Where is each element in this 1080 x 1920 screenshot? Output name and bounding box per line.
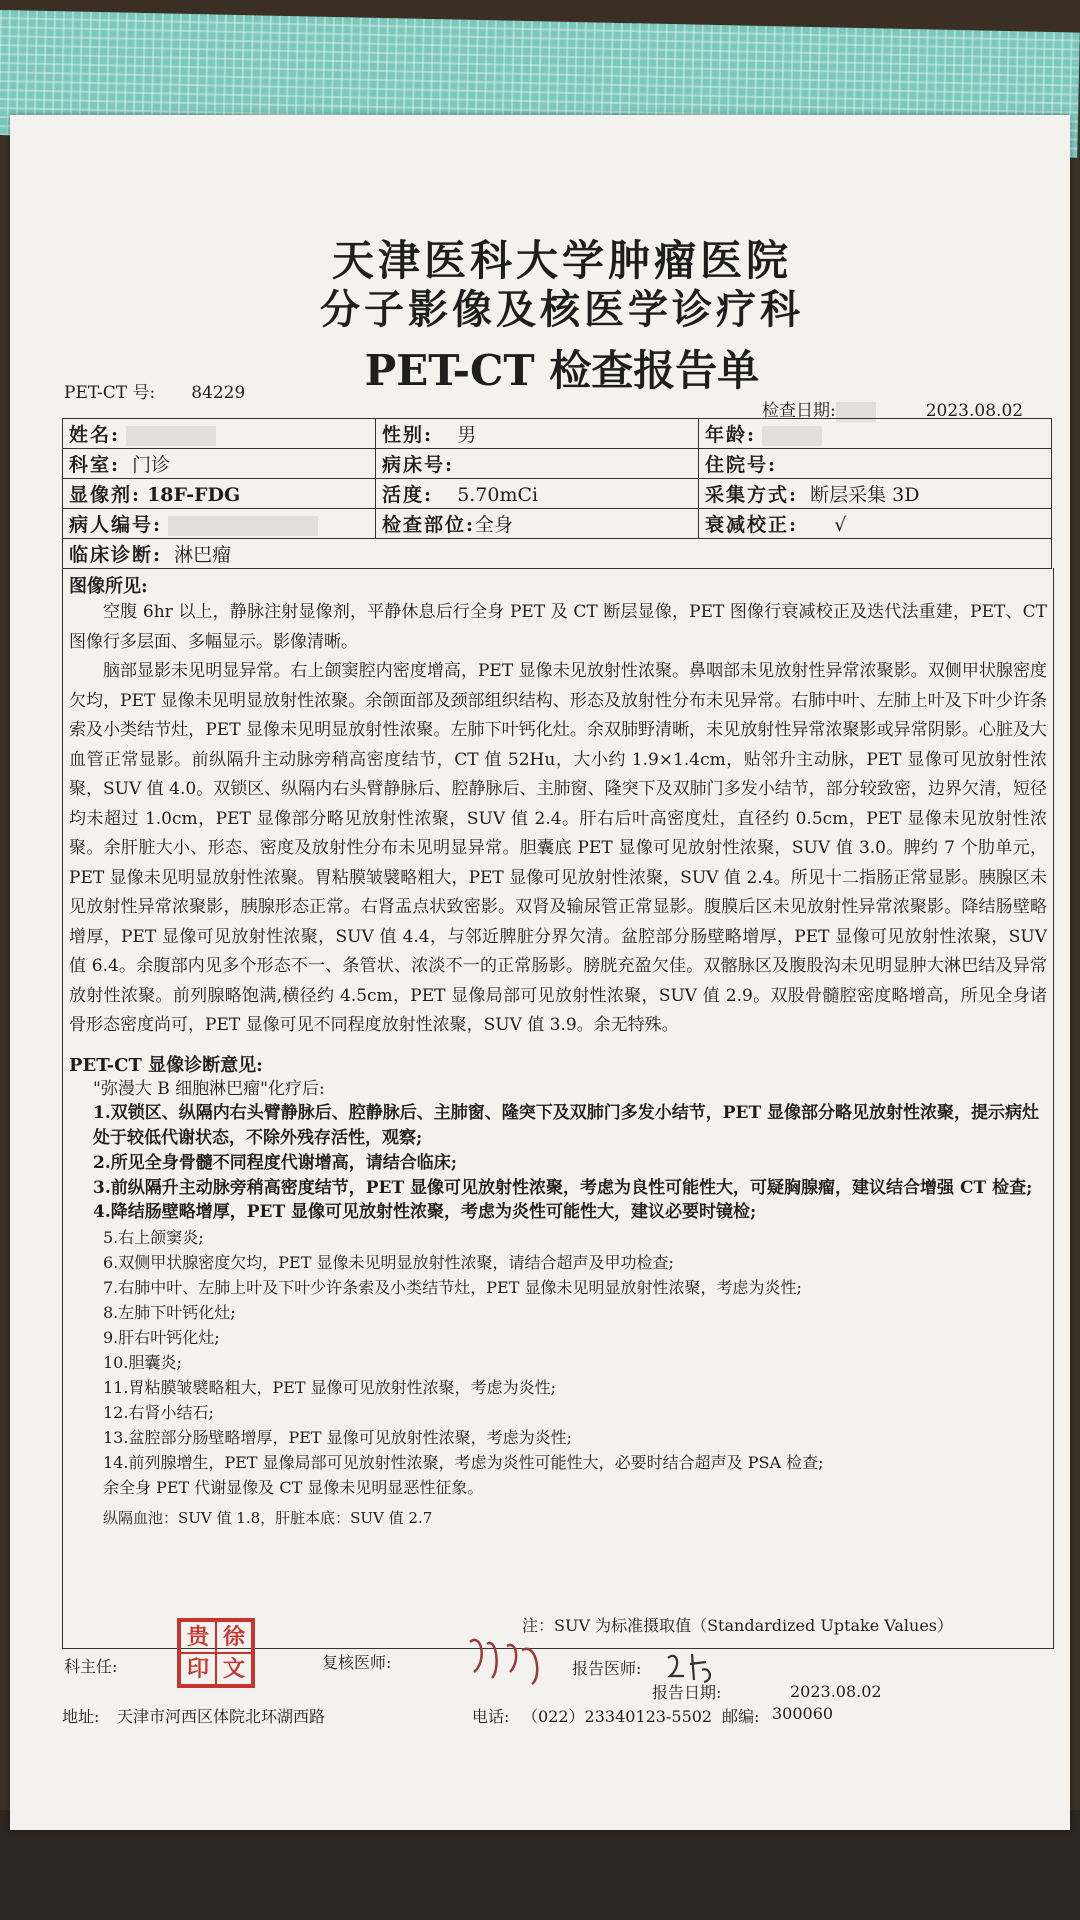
report-date-label: 报告日期:: [652, 1683, 722, 1702]
suv-reference: 纵隔血池：SUV 值 1.8，肝脏本底：SUV 值 2.7: [103, 1509, 433, 1528]
diagnosis-cell: [63, 539, 1052, 569]
exam-date-label: 检查日期:: [762, 401, 836, 421]
impression-item: 3.前纵隔升主动脉旁稍高密度结节，PET 显像可见放射性浓聚，考虑为良性可能性大，可疑胸腺瘤，建议结合增强 CT 检查;: [93, 1177, 1033, 1198]
table-row: [63, 419, 1052, 449]
report-title: PET-CT 检查报告单: [364, 346, 760, 395]
department-name: 分子影像及核医学诊疗科: [320, 286, 804, 333]
exam-site-cell: [376, 509, 699, 539]
impression-item: 14.前列腺增生，PET 显像局部可见放射性浓聚，考虑为炎性可能性大，必要时结合超声及 PSA 检查;: [103, 1453, 824, 1473]
patient-id-label: 病人编号:: [69, 514, 163, 536]
impression-item: 10.胆囊炎;: [103, 1353, 182, 1373]
gender-cell: [376, 419, 699, 449]
report-date-value: 2023.08.02: [790, 1682, 882, 1701]
reviewer-label: 复核医师:: [322, 1653, 392, 1672]
phone-label: 电话:: [472, 1707, 510, 1726]
gender-value: 男: [457, 424, 477, 446]
stamp-char: 印: [180, 1653, 216, 1685]
address-value: 天津市河西区体院北环湖西路: [117, 1707, 326, 1726]
impression-intro: "弥漫大 B 细胞淋巴瘤"化疗后:: [93, 1078, 325, 1099]
findings-box: [62, 568, 1054, 1649]
attenuation-check: √: [834, 514, 847, 536]
impression-item: 4.降结肠壁略增厚，PET 显像可见放射性浓聚，考虑为炎性可能性大，建议必要时镜检;: [93, 1202, 757, 1223]
findings-paragraph-1: 空腹 6hr 以上，静脉注射显像剂，平静休息后行全身 PET 及 CT 断层显像，PET 图像行衰减校正及迭代法重建，PET、CT 图像行多层面、多幅显示。影像清晰。: [69, 602, 1047, 652]
table-row: [63, 479, 1052, 509]
impression-item: 1.双锁区、纵隔内右头臂静脉后、腔静脉后、主肺窗、隆突下及双肺门多发小结节，PET 显像部分略见放射性浓聚，提示病灶处于较低代谢状态，不除外残存活性，观察;: [93, 1103, 1040, 1149]
hospital-name: 天津医科大学肿瘤医院: [331, 236, 792, 285]
dept-label: 科室:: [69, 454, 121, 476]
acq-label: 采集方式:: [705, 484, 799, 506]
zip-label: 邮编:: [722, 1707, 760, 1726]
patient-info-table: [62, 418, 1052, 569]
name-cell: [63, 419, 376, 449]
dept-value: 门诊: [132, 454, 171, 476]
gender-label: 性别:: [382, 424, 434, 446]
name-label: 姓名:: [69, 424, 121, 446]
stamp-char: 文: [216, 1653, 252, 1685]
bed-label: 病床号:: [382, 454, 455, 476]
impression-item: 6.双侧甲状腺密度欠均，PET 显像未见明显放射性浓聚，请结合超声及甲功检查;: [103, 1253, 674, 1273]
redaction-mask: [762, 426, 822, 446]
impression-title: PET-CT 显像诊断意见:: [69, 1054, 263, 1076]
impression-item: 余全身 PET 代谢显像及 CT 显像未见明显恶性征象。: [103, 1478, 484, 1498]
reviewer-signature: [462, 1632, 552, 1688]
impression-item: 7.右肺中叶、左肺上叶及下叶少许条索及小类结节灶，PET 显像未见明显放射性浓聚，考虑为炎性;: [103, 1278, 802, 1298]
activity-label: 活度:: [382, 484, 434, 506]
attenuation-cell: [699, 509, 1052, 539]
acq-cell: [699, 479, 1052, 509]
exam-site-value: 全身: [475, 514, 514, 536]
pet-ct-number-value: 84229: [191, 383, 246, 403]
tracer-label: 显像剂:: [69, 484, 142, 506]
tracer-cell: [63, 479, 376, 509]
doctor-seal-stamp: [177, 1618, 255, 1688]
suv-footnote: 注：SUV 为标准摄取值（Standardized Uptake Values）: [522, 1616, 954, 1635]
table-row: [63, 449, 1052, 479]
activity-value: 5.70mCi: [457, 484, 539, 506]
dept-cell: [63, 449, 376, 479]
zip-value: 300060: [772, 1704, 834, 1723]
reporter-label: 报告医师:: [572, 1659, 642, 1678]
impression-item: 11.胃粘膜皱襞略粗大，PET 显像可见放射性浓聚，考虑为炎性;: [103, 1378, 557, 1398]
pet-ct-number: [64, 378, 245, 403]
diagnosis-value: 淋巴瘤: [174, 544, 232, 566]
age-cell: [699, 419, 1052, 449]
impression-item: 5.右上颌窦炎;: [103, 1228, 204, 1248]
inpatient-cell: [699, 449, 1052, 479]
redaction-mask: [168, 516, 318, 536]
table-row: [63, 509, 1052, 539]
exam-date-value: 2023.08.02: [925, 401, 1024, 421]
address-label: 地址:: [62, 1707, 100, 1726]
activity-cell: [376, 479, 699, 509]
findings-title: 图像所见:: [69, 576, 148, 597]
pet-ct-number-label: PET-CT 号:: [64, 383, 156, 403]
stamp-char: 贵: [180, 1621, 216, 1653]
stamp-char: 徐: [216, 1621, 252, 1653]
phone-value: （022）23340123-5502: [522, 1707, 713, 1726]
redaction-mask: [126, 426, 216, 446]
tracer-value: 18F-FDG: [147, 484, 241, 506]
inpatient-label: 住院号:: [705, 454, 778, 476]
impression-item: 9.肝右叶钙化灶;: [103, 1328, 220, 1348]
director-label: 科主任:: [64, 1657, 118, 1676]
impression-item: 13.盆腔部分肠壁略增厚，PET 显像可见放射性浓聚，考虑为炎性;: [103, 1428, 573, 1448]
bed-cell: [376, 449, 699, 479]
age-label: 年龄:: [705, 424, 757, 446]
acq-value: 断层采集 3D: [810, 484, 920, 506]
table-row: [63, 539, 1052, 569]
impression-item: 8.左肺下叶钙化灶;: [103, 1303, 236, 1323]
findings-paragraph-2: 脑部显影未见明显异常。右上颌窦腔内密度增高，PET 显像未见放射性浓聚。鼻咽部未见放射性异常浓聚影。双侧甲状腺密度欠均，PET 显像未见明显放射性浓聚。余颌面部及颈部组织结构、形态及放射性分布未见异常。右肺中叶、左肺上叶及下叶少许条索及小类结节灶，PET 显像未见明显放射性浓聚。左肺下叶钙化灶。余双肺野清晰，未见放射性异常浓聚影或异常阴影。心脏及大血管正常显影。前纵隔升主动脉旁稍高密度结节，CT 值 52Hu，大小约 1.9×1.4cm，贴邻升主动脉，PET 显像可见放射性浓聚，SUV 值 4.0。双锁区、纵隔内右头臂静脉后、腔静脉后、主肺窗、隆突下及双肺门多发小结节，部分较致密，边界欠清，短径均未超过 1.0cm，PET 显像部分略见放射性浓聚，SUV 值 2.4。肝右后叶高密度灶，直径约 0.5cm，PET 显像未见放射性浓聚。余肝脏大小、形态、密度及放射性分布未见明显异常。胆囊底 PET 显像可见放射性浓聚，SUV 值 3.0。脾约 7 个肋单元，PET 显像未见明显放射性浓聚。胃粘膜皱襞略粗大，PET 显像可见放射性浓聚，SUV 值 2.4。所见十二指肠正常显影。胰腺区未见放射性异常浓聚影，胰腺形态正常。右肾盂点状致密影。双肾及输尿管正常显影。腹膜后区未见放射性异常浓聚影。降结肠壁略增厚，PET 显像可见放射性浓聚，SUV 值 4.4，与邻近脾脏分界欠清。盆腔部分肠壁略增厚，PET 显像可见放射性浓聚，SUV 值 6.4。余腹部内见多个形态不一、条管状、浓淡不一的正常肠影。膀胱充盈欠佳。双髂脉区及腹股沟未见明显肿大淋巴结及异常放射性浓聚。前列腺略饱满,横径约 4.5cm，PET 显像局部可见放射性浓聚，SUV 值 2.9。双股骨髓腔密度略增高，所见全身诸骨形态密度尚可，PET 显像可见不同程度放射性浓聚，SUV 值 3.9。余无特殊。: [69, 661, 1047, 1035]
patient-id-cell: [63, 509, 376, 539]
impression-item: 12.右肾小结石;: [103, 1403, 214, 1423]
diagnosis-label: 临床诊断:: [69, 544, 163, 566]
exam-site-label: 检查部位:: [382, 514, 476, 536]
reporter-signature: [662, 1646, 722, 1686]
impression-item: 2.所见全身骨髓不同程度代谢增高，请结合临床;: [93, 1152, 458, 1173]
attenuation-label: 衰减校正:: [705, 514, 799, 536]
